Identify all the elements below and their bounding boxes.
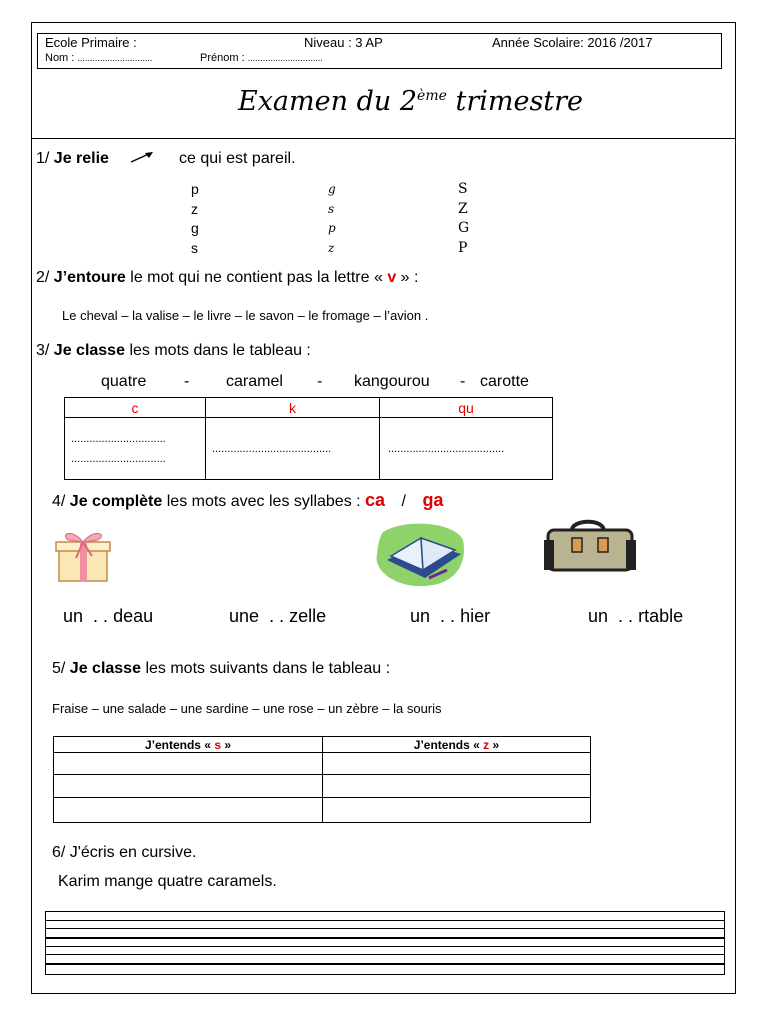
q3-word-carotte: carotte xyxy=(480,373,529,390)
title-main: Examen du 2 xyxy=(238,86,418,117)
arrow-icon xyxy=(129,150,155,164)
q4-article: un xyxy=(410,606,431,626)
gift-icon xyxy=(54,526,112,584)
briefcase-icon xyxy=(542,516,638,576)
q5-cell[interactable] xyxy=(323,798,591,823)
syllable-ga: ga xyxy=(422,490,444,510)
q2-words[interactable]: Le cheval – la valise – le livre – le savon – le fromage – l’avion . xyxy=(62,308,429,323)
writing-line xyxy=(46,946,724,947)
q6-heading xyxy=(52,844,196,862)
letter-item[interactable]: z xyxy=(191,200,198,217)
q3-header-qu: qu xyxy=(380,398,553,418)
q3-sep: - xyxy=(460,373,466,390)
title-rule xyxy=(31,138,735,139)
q3-cell-qu[interactable] xyxy=(380,418,553,480)
q5-cell[interactable] xyxy=(323,775,591,798)
letter-item[interactable]: P xyxy=(458,239,468,256)
firstname-field[interactable] xyxy=(200,52,323,64)
q5-number: 5/ xyxy=(52,660,66,677)
q1-col2 xyxy=(328,180,336,258)
q3-word-quatre: quatre xyxy=(101,373,147,390)
q4-verb: Je complète xyxy=(69,493,163,510)
q5-header-s xyxy=(54,737,323,753)
q5-cell[interactable] xyxy=(54,753,323,775)
q4-item-1[interactable] xyxy=(63,606,153,627)
q4-article: une xyxy=(229,606,260,626)
q6-sentence: Karim mange quatre caramels. xyxy=(58,873,277,890)
letter-item[interactable]: Z xyxy=(458,200,468,217)
letter-item[interactable]: s xyxy=(191,239,198,256)
q4-item-3[interactable] xyxy=(410,606,490,627)
q5-cell[interactable] xyxy=(323,753,591,775)
q3-table xyxy=(64,397,553,480)
q5-header-z xyxy=(323,737,591,753)
level-label: Niveau : 3 AP xyxy=(304,35,383,50)
letter-item[interactable]: s xyxy=(328,201,335,216)
q4-item-4[interactable] xyxy=(588,606,683,627)
q5-cell[interactable] xyxy=(54,798,323,823)
q2-letter: v xyxy=(387,269,397,286)
q3-header-k: k xyxy=(206,398,380,418)
q3-sep: - xyxy=(317,373,323,390)
title-sup: ème xyxy=(417,88,447,104)
q3-cell-k[interactable] xyxy=(206,418,380,480)
letter-item[interactable]: z xyxy=(328,240,335,255)
q5-words: Fraise – une salade – une sardine – une rose – un zèbre – la souris xyxy=(52,701,442,716)
dots-line: ............................... xyxy=(71,452,166,465)
writing-line xyxy=(46,954,724,955)
q1-col3 xyxy=(458,180,469,258)
q4-slash: / xyxy=(401,493,406,510)
q4-heading xyxy=(52,490,443,511)
writing-line xyxy=(46,963,724,965)
q5-header-letter: z xyxy=(483,737,490,752)
q6-number: 6/ xyxy=(52,844,66,861)
q2-verb: J’entoure xyxy=(53,269,126,286)
q3-cell-c[interactable] xyxy=(65,418,206,480)
writing-line xyxy=(46,920,724,921)
letter-item[interactable]: S xyxy=(458,181,468,197)
q4-item-2[interactable] xyxy=(229,606,326,627)
q4-article: un xyxy=(588,606,609,626)
q3-heading xyxy=(36,342,311,360)
q3-word-caramel: caramel xyxy=(226,373,283,390)
q5-table xyxy=(53,736,591,823)
q5-header-text: J’entends « xyxy=(413,737,480,752)
q4-blank: . . xyxy=(440,606,456,626)
q5-header-close: » xyxy=(224,737,232,752)
q5-verb: Je classe xyxy=(69,660,141,677)
q3-word-kangourou: kangourou xyxy=(354,373,430,390)
q5-header-close: » xyxy=(492,737,500,752)
syllable-ca: ca xyxy=(365,490,386,510)
letter-item[interactable]: p xyxy=(328,221,336,235)
writing-line xyxy=(46,937,724,939)
q2-heading xyxy=(36,269,418,287)
q3-header-c: c xyxy=(65,398,206,418)
q3-verb: Je classe xyxy=(53,342,125,359)
q1-heading xyxy=(36,150,109,168)
firstname-label: Prénom : xyxy=(200,52,245,64)
dots-line: ...................................... xyxy=(388,442,505,455)
q1-instruction: ce qui est pareil. xyxy=(179,150,296,167)
q1-verb: Je relie xyxy=(53,150,109,167)
q4-ending: hier xyxy=(460,606,491,626)
q4-blank: . . xyxy=(618,606,634,626)
q5-header-letter: s xyxy=(214,737,222,752)
q5-instruction: les mots suivants dans le tableau : xyxy=(145,660,391,677)
q2-close: » : xyxy=(400,269,419,286)
writing-line xyxy=(46,928,724,929)
q4-blank: . . xyxy=(269,606,285,626)
letter-item[interactable]: g xyxy=(328,182,336,196)
q1-col1 xyxy=(191,180,199,258)
header-box xyxy=(37,33,722,69)
dots-line: ............................... xyxy=(71,432,166,445)
title-rest: trimestre xyxy=(446,86,584,117)
q4-article: un xyxy=(63,606,84,626)
notebook-icon xyxy=(375,520,467,588)
page-title xyxy=(238,86,583,117)
q4-ending: rtable xyxy=(638,606,684,626)
school-label: Ecole Primaire : xyxy=(45,35,137,50)
name-field[interactable] xyxy=(45,52,152,64)
q4-blank: . . xyxy=(93,606,109,626)
q1-number: 1/ xyxy=(36,150,50,167)
q2-number: 2/ xyxy=(36,269,50,286)
dots-line: ....................................... xyxy=(212,442,332,455)
q4-number: 4/ xyxy=(52,493,66,510)
q3-instruction: les mots dans le tableau : xyxy=(129,342,311,359)
q5-header-text: J’entends « xyxy=(144,737,211,752)
writing-area[interactable] xyxy=(45,911,725,975)
letter-item[interactable]: g xyxy=(191,220,199,236)
q3-sep: - xyxy=(184,373,190,390)
q2-instruction: le mot qui ne contient pas la lettre « xyxy=(130,269,383,286)
letter-item[interactable]: p xyxy=(191,181,199,197)
name-label: Nom : xyxy=(45,52,75,64)
q5-heading xyxy=(52,660,390,678)
name-dots: .............................. xyxy=(77,53,153,63)
firstname-dots: .............................. xyxy=(247,53,323,63)
q4-ending: zelle xyxy=(289,606,327,626)
q5-cell[interactable] xyxy=(54,775,323,798)
q3-number: 3/ xyxy=(36,342,50,359)
q6-instruction: J'écris en cursive. xyxy=(69,844,197,861)
q4-ending: deau xyxy=(113,606,154,626)
letter-item[interactable]: G xyxy=(458,220,470,236)
year-label: Année Scolaire: 2016 /2017 xyxy=(492,35,653,50)
q4-instruction: les mots avec les syllabes : xyxy=(166,493,361,510)
